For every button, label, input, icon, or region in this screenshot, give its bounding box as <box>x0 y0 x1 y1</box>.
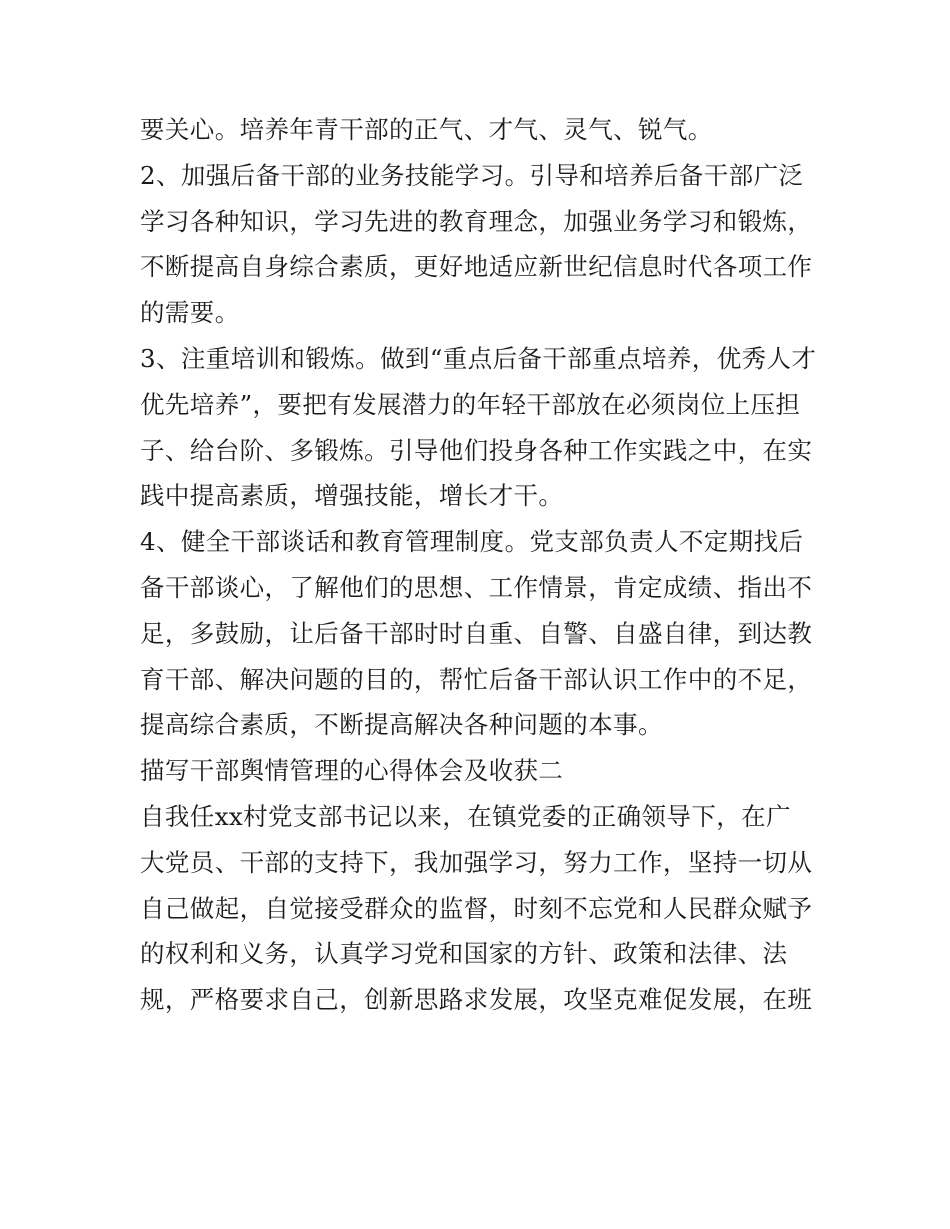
text-line: 育干部、解决问题的目的，帮忙后备干部认识工作中的不足， <box>140 664 813 694</box>
text-line: 践中提高素质，增强技能，增长才干。 <box>140 481 564 511</box>
text-line: 4、健全干部谈话和教育管理制度。党支部负责人不定期找后 <box>140 527 804 557</box>
document-body <box>140 107 820 1023</box>
text-line: 自我任xx村党支部书记以来，在镇党委的正确领导下，在广 <box>140 801 791 831</box>
text-line: 足，多鼓励，让后备干部时时自重、自警、自盛自律，到达教 <box>140 618 813 648</box>
text-line: 备干部谈心，了解他们的思想、工作情景，肯定成绩、指出不 <box>140 572 813 602</box>
text-line: 3、注重培训和锻炼。做到“重点后备干部重点培养，优秀人才 <box>140 343 817 373</box>
text-line: 自己做起，自觉接受群众的监督，时刻不忘党和人民群众赋予 <box>140 893 813 923</box>
text-line: 学习各种知识，学习先进的教育理念，加强业务学习和锻炼， <box>140 206 813 236</box>
text-line: 子、给台阶、多锻炼。引导他们投身各种工作实践之中，在实 <box>140 435 813 465</box>
text-line: 2、加强后备干部的业务技能学习。引导和培养后备干部广泛 <box>140 160 804 190</box>
text-line: 优先培养”，要把有发展潜力的年轻干部放在必须岗位上压担 <box>140 389 801 419</box>
text-line: 的权利和义务，认真学习党和国家的方针、政策和法律、法 <box>140 939 788 969</box>
text-line: 不断提高自身综合素质，更好地适应新世纪信息时代各项工作 <box>140 252 813 282</box>
text-line: 要关心。培养年青干部的正气、才气、灵气、锐气。 <box>140 115 713 144</box>
text-line: 大党员、干部的支持下，我加强学习，努力工作，坚持一切从 <box>140 847 813 877</box>
section-heading: 描写干部舆情管理的心得体会及收获二 <box>140 756 564 786</box>
text-line: 提高综合素质，不断提高解决各种问题的本事。 <box>140 710 663 740</box>
text-line: 的需要。 <box>140 298 240 328</box>
text-line: 规，严格要求自己，创新思路求发展，攻坚克难促发展，在班 <box>140 985 813 1015</box>
